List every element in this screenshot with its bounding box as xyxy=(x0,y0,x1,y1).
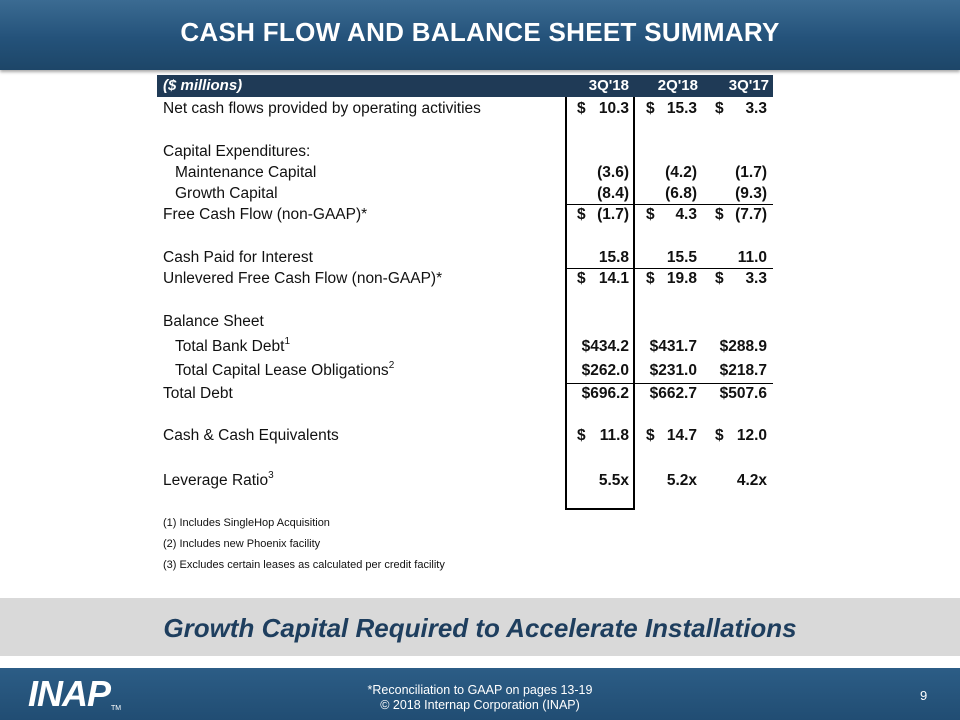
cell-bank_debt-col3: $288.9 xyxy=(719,338,767,355)
footnote-3: (3) Excludes certain leases as calculated per credit facility xyxy=(163,559,445,571)
cell-lease-col2: $231.0 xyxy=(649,362,697,379)
dollar-sign: $ xyxy=(577,206,586,223)
footnote-ref-2: 2 xyxy=(388,360,395,371)
row-label-capex: Capital Expenditures: xyxy=(163,143,311,160)
row-label-maintenance: Maintenance Capital xyxy=(175,164,317,181)
row-label-capital-lease: Total Capital Lease Obligations$^2$ xyxy=(175,360,395,379)
cell-ufcf-col2: 19.8 xyxy=(666,270,697,287)
cell-fcf-col1: (1.7) xyxy=(597,206,629,223)
cell-lease-col3: $218.7 xyxy=(719,362,767,379)
dollar-sign: $ xyxy=(577,100,586,117)
reconciliation-note: *Reconciliation to GAAP on pages 13-19 xyxy=(367,683,593,697)
dollar-sign: $ xyxy=(577,427,586,444)
tagline: Growth Capital Required to Accelerate Installations xyxy=(163,613,797,643)
cell-cash-col1: 11.8 xyxy=(599,427,629,444)
dollar-sign: $ xyxy=(715,427,724,444)
dollar-sign: $ xyxy=(646,206,655,223)
cell-interest-col3: 11.0 xyxy=(737,249,767,266)
dollar-sign: $ xyxy=(715,100,724,117)
row-label-fcf: Free Cash Flow (non-GAAP)* xyxy=(163,206,368,223)
cell-fcf-col3: (7.7) xyxy=(735,206,767,223)
cell-total_debt-col1: $696.2 xyxy=(581,385,629,402)
column-header-3q18: 3Q'18 xyxy=(588,77,629,94)
cell-maint-col3: (1.7) xyxy=(735,164,767,181)
cell-bank_debt-col1: $434.2 xyxy=(581,338,629,355)
cell-interest-col2: 15.5 xyxy=(666,249,697,266)
row-label-balance-sheet: Balance Sheet xyxy=(163,313,264,330)
cell-leverage-col3: 4.2x xyxy=(736,472,767,489)
footnote-ref-3: 3 xyxy=(268,470,274,481)
cell-total_debt-col2: $662.7 xyxy=(649,385,697,402)
rule-above-ufcf xyxy=(565,268,773,269)
cell-op_cash-col1: 10.3 xyxy=(598,100,629,117)
row-label-total-debt: Total Debt xyxy=(163,385,233,402)
footnote-ref-1: 1 xyxy=(284,336,290,347)
column-header-2q18: 2Q'18 xyxy=(657,77,698,94)
cell-total_debt-col3: $507.6 xyxy=(719,385,767,402)
highlight-column-box xyxy=(565,97,635,510)
dollar-sign: $ xyxy=(646,100,655,117)
cell-growth-col3: (9.3) xyxy=(735,185,767,202)
cell-leverage-col1: 5.5x xyxy=(598,472,629,489)
cell-bank_debt-col2: $431.7 xyxy=(649,338,697,355)
cell-op_cash-col3: 3.3 xyxy=(745,100,767,117)
dollar-sign: $ xyxy=(715,206,724,223)
page-number: 9 xyxy=(920,688,928,703)
cell-fcf-col2: 4.3 xyxy=(675,206,697,223)
rule-above-fcf xyxy=(565,204,773,205)
trademark-mark: TM xyxy=(111,705,122,712)
cell-ufcf-col3: 3.3 xyxy=(745,270,767,287)
cell-cash-col3: 12.0 xyxy=(736,427,767,444)
cell-leverage-col2: 5.2x xyxy=(666,472,697,489)
footnote-1: (1) Includes SingleHop Acquisition xyxy=(163,517,330,529)
dollar-sign: $ xyxy=(646,427,655,444)
unit-label: ($ millions) xyxy=(163,77,243,94)
slide-title: CASH FLOW AND BALANCE SHEET SUMMARY xyxy=(180,17,780,47)
cell-growth-col1: (8.4) xyxy=(597,185,629,202)
copyright-note: © 2018 Internap Corporation (INAP) xyxy=(380,698,580,712)
cell-maint-col1: (3.6) xyxy=(597,164,629,181)
dollar-sign: $ xyxy=(715,270,724,287)
row-label-operating-cash: Net cash flows provided by operating activities xyxy=(163,100,481,117)
row-label-leverage: Leverage Ratio$^3$ xyxy=(163,470,274,489)
rule-above-total-debt xyxy=(565,383,773,384)
row-label-bank-debt: Total Bank Debt$^1$ xyxy=(175,336,290,355)
cell-cash-col2: 14.7 xyxy=(666,427,697,444)
cell-op_cash-col2: 15.3 xyxy=(666,100,697,117)
inap-logo: INAP xyxy=(28,673,111,714)
cell-growth-col2: (6.8) xyxy=(665,185,697,202)
row-label-growth: Growth Capital xyxy=(175,185,278,202)
column-header-3q17: 3Q'17 xyxy=(728,77,769,94)
dollar-sign: $ xyxy=(646,270,655,287)
row-label-interest: Cash Paid for Interest xyxy=(163,249,313,266)
dollar-sign: $ xyxy=(577,270,586,287)
footnote-2: (2) Includes new Phoenix facility xyxy=(163,538,321,550)
row-label-cash: Cash & Cash Equivalents xyxy=(163,427,339,444)
cell-lease-col1: $262.0 xyxy=(581,362,629,379)
cell-interest-col1: 15.8 xyxy=(598,249,629,266)
cell-ufcf-col1: 14.1 xyxy=(598,270,629,287)
cell-maint-col2: (4.2) xyxy=(665,164,697,181)
row-label-ufcf: Unlevered Free Cash Flow (non-GAAP)* xyxy=(163,270,443,287)
